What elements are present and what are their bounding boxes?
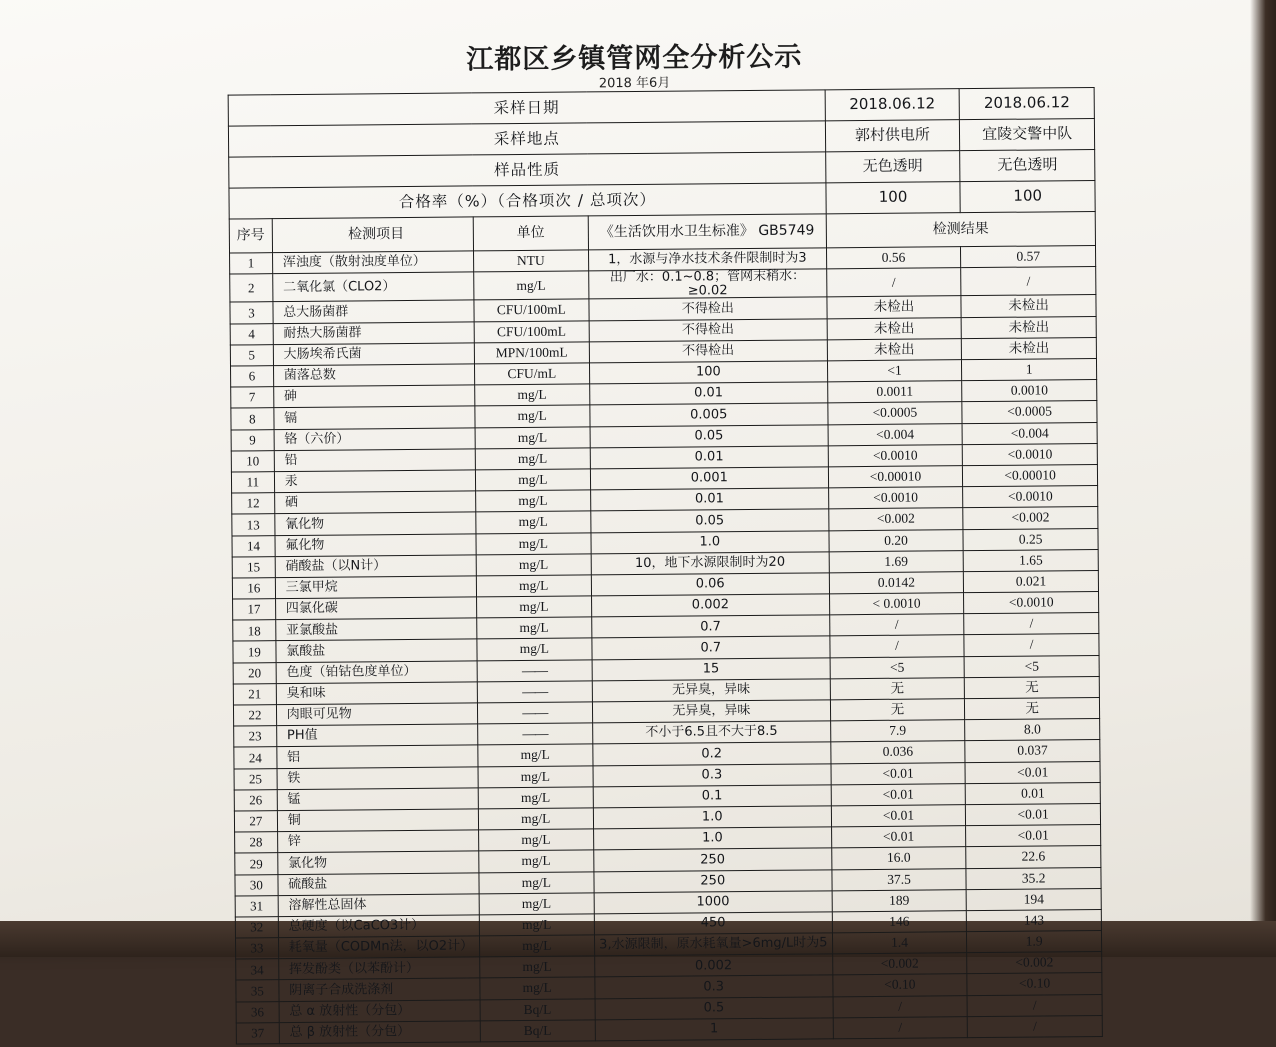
row-result-col1: <0.0010 xyxy=(828,444,963,466)
header-label: 采样日期 xyxy=(228,90,825,126)
row-result-col1: <0.0010 xyxy=(828,487,963,509)
row-result-col1: <0.10 xyxy=(832,974,967,996)
row-item-name: 铅 xyxy=(274,449,475,472)
row-item-name: 氟化物 xyxy=(275,533,476,556)
row-result-col1: 0.0142 xyxy=(829,572,964,594)
row-standard: 1000 xyxy=(594,891,832,914)
row-standard: 不得检出 xyxy=(589,297,827,320)
row-unit: CFU/100mL xyxy=(474,321,589,343)
row-result-col1: <0.002 xyxy=(828,508,963,530)
row-index: 12 xyxy=(232,493,275,515)
row-result-col2: 0.037 xyxy=(965,740,1100,762)
row-item-name: 铬（六价） xyxy=(274,428,475,451)
row-index: 25 xyxy=(234,768,277,790)
column-header-item: 检测项目 xyxy=(272,217,473,253)
page-subtitle: 2018 年6月 xyxy=(598,75,671,92)
row-index: 27 xyxy=(234,811,277,833)
row-unit: mg/L xyxy=(476,532,591,554)
row-index: 2 xyxy=(230,274,273,303)
row-item-name: 氯化物 xyxy=(277,851,478,874)
row-result-col1: 未检出 xyxy=(827,339,962,361)
row-standard: 450 xyxy=(594,912,832,935)
row-standard: 不得检出 xyxy=(589,340,827,363)
row-result-col2: <0.0010 xyxy=(963,486,1098,508)
row-standard: 0.1 xyxy=(593,785,831,808)
row-item-name: 三氯甲烷 xyxy=(275,576,476,599)
row-index: 14 xyxy=(232,535,275,557)
row-standard: 0.01 xyxy=(590,446,828,469)
row-unit: mg/L xyxy=(478,744,593,766)
row-standard: 1.0 xyxy=(591,530,829,553)
header-value-col1: 2018.06.12 xyxy=(825,89,960,121)
row-standard: 无异臭，异味 xyxy=(592,700,830,723)
row-index: 35 xyxy=(236,980,279,1002)
row-result-col2: <0.0010 xyxy=(964,592,1099,614)
row-standard: 3,水源限制，原水耗氧量>6mg/L时为5 xyxy=(594,933,832,956)
row-result-col2: 194 xyxy=(966,888,1101,910)
row-unit: —— xyxy=(477,681,592,703)
row-item-name: 总 β 放射性（分包） xyxy=(279,1021,480,1044)
row-unit: mg/L xyxy=(474,384,589,406)
row-unit: —— xyxy=(477,723,592,745)
row-index: 37 xyxy=(236,1022,279,1044)
row-result-col1: 未检出 xyxy=(827,296,962,318)
header-label: 合格率（%）（合格项次 / 总项次） xyxy=(229,183,826,219)
row-result-col2: 未检出 xyxy=(961,316,1096,338)
row-unit: mg/L xyxy=(475,511,590,533)
row-result-col1: / xyxy=(829,614,964,636)
row-index: 36 xyxy=(236,1001,279,1023)
row-result-col1: 未检出 xyxy=(827,317,962,339)
header-value-col1: 无色透明 xyxy=(825,151,960,183)
row-unit: mg/L xyxy=(478,850,593,872)
analysis-table xyxy=(228,87,1103,1045)
row-unit: MPN/100mL xyxy=(474,342,589,364)
row-result-col2: 0.25 xyxy=(963,528,1098,550)
row-result-col1: 无 xyxy=(830,699,965,721)
row-index: 22 xyxy=(233,705,276,727)
row-unit: mg/L xyxy=(478,765,593,787)
row-unit: mg/L xyxy=(475,469,590,491)
row-index: 29 xyxy=(235,853,278,875)
row-index: 21 xyxy=(233,684,276,706)
row-result-col1: <0.0005 xyxy=(828,402,963,424)
row-item-name: 总 α 放射性（分包） xyxy=(279,1000,480,1023)
row-unit: mg/L xyxy=(480,977,595,999)
row-item-name: 溶解性总固体 xyxy=(278,894,479,917)
row-item-name: 四氯化碳 xyxy=(275,597,476,620)
row-result-col2: 1.9 xyxy=(967,931,1102,953)
row-standard: 0.06 xyxy=(591,573,829,596)
row-result-col1: < 0.0010 xyxy=(829,593,964,615)
row-unit: CFU/100mL xyxy=(474,299,589,321)
row-standard: 1.0 xyxy=(593,827,831,850)
row-result-col2: 0.57 xyxy=(961,245,1096,267)
column-header-standard: 《生活饮用水卫生标准》 GB5749 xyxy=(588,214,826,250)
row-result-col2: <0.0005 xyxy=(962,401,1097,423)
row-standard: 不得检出 xyxy=(589,319,827,342)
row-index: 4 xyxy=(230,323,273,345)
row-result-col1: 0.0011 xyxy=(827,381,962,403)
row-unit: mg/L xyxy=(475,448,590,470)
row-result-col1: <0.00010 xyxy=(828,466,963,488)
row-unit: mg/L xyxy=(476,617,591,639)
row-item-name: 硝酸盐（以N计） xyxy=(275,555,476,578)
row-result-col1: 37.5 xyxy=(832,868,967,890)
row-item-name: 铜 xyxy=(277,809,478,832)
row-result-col2: 0.01 xyxy=(965,782,1100,804)
row-standard: 0.005 xyxy=(590,403,828,426)
row-item-name: 镉 xyxy=(274,406,475,429)
row-result-col2: <0.10 xyxy=(967,973,1102,995)
row-result-col1: / xyxy=(830,635,965,657)
row-item-name: 臭和味 xyxy=(276,682,477,705)
row-standard: 0.3 xyxy=(593,763,831,786)
row-unit: mg/L xyxy=(476,596,591,618)
row-result-col2: <0.00010 xyxy=(963,464,1098,486)
row-unit: —— xyxy=(477,660,592,682)
row-index: 15 xyxy=(232,556,275,578)
row-item-name: 耗氧量（CODMn法，以O2计） xyxy=(278,936,479,959)
row-result-col2: / xyxy=(964,634,1099,656)
row-unit: mg/L xyxy=(476,554,591,576)
row-result-col1: <0.002 xyxy=(832,953,967,975)
row-item-name: PH值 xyxy=(276,724,477,747)
row-result-col2: 无 xyxy=(965,698,1100,720)
row-unit: mg/L xyxy=(473,271,588,300)
column-header-result: 检测结果 xyxy=(826,212,1096,248)
row-result-col2: <0.0010 xyxy=(963,443,1098,465)
row-index: 24 xyxy=(234,747,277,769)
row-standard: 100 xyxy=(589,361,827,384)
row-item-name: 耐热大肠菌群 xyxy=(273,322,474,345)
row-index: 30 xyxy=(235,874,278,896)
row-result-col1: 1.69 xyxy=(829,550,964,572)
header-value-col2: 2018.06.12 xyxy=(959,88,1094,120)
row-item-name: 大肠埃希氏菌 xyxy=(273,343,474,366)
row-standard: 1，水源与净水技术条件限制时为3 xyxy=(588,248,826,271)
row-item-name: 硫酸盐 xyxy=(278,872,479,895)
row-standard: 250 xyxy=(594,869,832,892)
row-result-col2: 1 xyxy=(962,359,1097,381)
row-item-name: 肉眼可见物 xyxy=(276,703,477,726)
row-unit: mg/L xyxy=(477,638,592,660)
row-result-col1: 16.0 xyxy=(831,847,966,869)
row-index: 33 xyxy=(235,938,278,960)
column-header-index: 序号 xyxy=(229,219,272,253)
row-index: 1 xyxy=(230,253,273,275)
row-result-col2: <0.01 xyxy=(966,825,1101,847)
row-result-col2: 1.65 xyxy=(963,549,1098,571)
row-result-col2: <0.002 xyxy=(967,952,1102,974)
row-result-col2: <0.004 xyxy=(962,422,1097,444)
row-index: 10 xyxy=(231,450,274,472)
row-result-col1: 189 xyxy=(832,889,967,911)
row-unit: mg/L xyxy=(475,405,590,427)
row-unit: NTU xyxy=(473,250,588,272)
row-index: 23 xyxy=(234,726,277,748)
row-result-col1: / xyxy=(826,268,961,297)
row-result-col2: / xyxy=(964,613,1099,635)
header-value-col2: 100 xyxy=(960,181,1095,213)
row-result-col2: 0.021 xyxy=(964,570,1099,592)
row-standard: 0.002 xyxy=(591,594,829,617)
row-index: 8 xyxy=(231,408,274,430)
row-unit: mg/L xyxy=(479,914,594,936)
row-standard: 0.05 xyxy=(590,424,828,447)
row-unit: mg/L xyxy=(479,956,594,978)
row-index: 26 xyxy=(234,789,277,811)
row-result-col2: 未检出 xyxy=(961,295,1096,317)
header-value-col1: 100 xyxy=(826,182,961,214)
row-item-name: 铝 xyxy=(277,745,478,768)
row-result-col2: 22.6 xyxy=(966,846,1101,868)
row-item-name: 挥发酚类（以苯酚计） xyxy=(278,957,479,980)
row-standard: 1 xyxy=(595,1018,833,1041)
row-standard: 0.2 xyxy=(593,742,831,765)
row-unit: mg/L xyxy=(478,808,593,830)
row-unit: Bq/L xyxy=(480,1020,595,1042)
row-result-col2: <5 xyxy=(964,655,1099,677)
column-header-unit: 单位 xyxy=(473,216,589,251)
row-result-col2: 未检出 xyxy=(962,337,1097,359)
row-item-name: 锰 xyxy=(277,788,478,811)
row-standard: 0.3 xyxy=(595,975,833,998)
row-unit: mg/L xyxy=(475,427,590,449)
row-index: 19 xyxy=(233,641,276,663)
row-result-col2: <0.01 xyxy=(966,803,1101,825)
page-title: 江都区乡镇管网全分析公示 xyxy=(466,41,803,76)
row-item-name: 氯酸盐 xyxy=(276,639,477,662)
row-index: 32 xyxy=(235,917,278,939)
row-standard: 0.5 xyxy=(595,996,833,1019)
row-result-col2: / xyxy=(967,994,1102,1016)
row-standard: 0.01 xyxy=(590,382,828,405)
row-result-col1: 0.20 xyxy=(829,529,964,551)
row-unit: Bq/L xyxy=(480,999,595,1021)
row-unit: mg/L xyxy=(479,871,594,893)
row-item-name: 阴离子合成洗涤剂 xyxy=(279,978,480,1001)
header-value-col2: 宜陵交警中队 xyxy=(960,119,1095,151)
row-unit: —— xyxy=(477,702,592,724)
row-result-col1: 无 xyxy=(830,678,965,700)
row-unit: mg/L xyxy=(479,935,594,957)
row-standard: 0.001 xyxy=(590,467,828,490)
row-index: 7 xyxy=(231,387,274,409)
header-label: 样品性质 xyxy=(229,152,826,188)
row-result-col2: / xyxy=(961,267,1096,296)
row-index: 6 xyxy=(231,366,274,388)
row-unit: mg/L xyxy=(479,893,594,915)
row-unit: mg/L xyxy=(476,575,591,597)
row-result-col1: / xyxy=(833,1016,968,1038)
row-item-name: 亚氯酸盐 xyxy=(275,618,476,641)
header-value-col2: 无色透明 xyxy=(960,150,1095,182)
row-item-name: 硒 xyxy=(274,491,475,514)
row-item-name: 总大肠菌群 xyxy=(273,300,474,323)
row-item-name: 锌 xyxy=(277,830,478,853)
row-index: 18 xyxy=(233,620,276,642)
row-index: 31 xyxy=(235,895,278,917)
row-item-name: 汞 xyxy=(274,470,475,493)
row-standard: 1.0 xyxy=(593,806,831,829)
row-standard: 10，地下水源限制时为20 xyxy=(591,552,829,575)
row-unit: mg/L xyxy=(475,490,590,512)
row-result-col2: <0.002 xyxy=(963,507,1098,529)
row-result-col2: 8.0 xyxy=(965,719,1100,741)
row-result-col1: 0.56 xyxy=(826,247,961,269)
row-index: 28 xyxy=(235,832,278,854)
row-standard: 无异臭，异味 xyxy=(592,679,830,702)
row-standard: 0.05 xyxy=(591,509,829,532)
row-result-col1: <0.004 xyxy=(828,423,963,445)
row-result-col1: 1.4 xyxy=(832,932,967,954)
row-item-name: 菌落总数 xyxy=(273,364,474,387)
row-result-col2: 无 xyxy=(965,676,1100,698)
row-index: 17 xyxy=(233,599,276,621)
row-item-name: 氰化物 xyxy=(275,512,476,535)
row-standard: 0.01 xyxy=(591,488,829,511)
row-result-col1: <0.01 xyxy=(831,783,966,805)
row-item-name: 色度（铂钴色度单位） xyxy=(276,661,477,684)
row-result-col1: <0.01 xyxy=(831,762,966,784)
row-standard: 出厂水：0.1~0.8；管网末稍水：≥0.02 xyxy=(589,269,827,299)
row-index: 5 xyxy=(230,345,273,367)
row-result-col2: 0.0010 xyxy=(962,380,1097,402)
row-standard: 不小于6.5且不大于8.5 xyxy=(593,721,831,744)
header-label: 采样地点 xyxy=(228,121,825,157)
row-standard: 250 xyxy=(594,848,832,871)
row-index: 34 xyxy=(236,959,279,981)
row-result-col2: <0.01 xyxy=(965,761,1100,783)
row-result-col1: / xyxy=(833,995,968,1017)
row-result-col1: 146 xyxy=(832,911,967,933)
row-item-name: 砷 xyxy=(273,385,474,408)
row-result-col2: 143 xyxy=(967,909,1102,931)
row-standard: 15 xyxy=(592,657,830,680)
row-unit: mg/L xyxy=(478,829,593,851)
header-value-col1: 郭村供电所 xyxy=(825,120,960,152)
row-index: 13 xyxy=(232,514,275,536)
row-item-name: 铁 xyxy=(277,767,478,790)
row-standard: 0.7 xyxy=(592,615,830,638)
row-standard: 0.7 xyxy=(592,636,830,659)
row-result-col1: <0.01 xyxy=(831,805,966,827)
row-index: 9 xyxy=(231,429,274,451)
row-result-col1: <1 xyxy=(827,360,962,382)
row-item-name: 浑浊度（散射浊度单位） xyxy=(272,251,473,274)
row-index: 11 xyxy=(231,472,274,494)
row-result-col1: 7.9 xyxy=(830,720,965,742)
row-result-col1: 0.036 xyxy=(830,741,965,763)
row-index: 3 xyxy=(230,302,273,324)
row-result-col2: / xyxy=(968,1015,1103,1037)
row-unit: CFU/mL xyxy=(474,363,589,385)
row-index: 16 xyxy=(232,578,275,600)
row-index: 20 xyxy=(233,662,276,684)
row-item-name: 二氧化氯（CLO2） xyxy=(272,272,473,302)
row-standard: 0.002 xyxy=(595,954,833,977)
row-result-col2: 35.2 xyxy=(966,867,1101,889)
row-unit: mg/L xyxy=(478,787,593,809)
row-item-name: 总硬度（以CaCO3计） xyxy=(278,915,479,938)
row-result-col1: <5 xyxy=(830,656,965,678)
row-result-col1: <0.01 xyxy=(831,826,966,848)
